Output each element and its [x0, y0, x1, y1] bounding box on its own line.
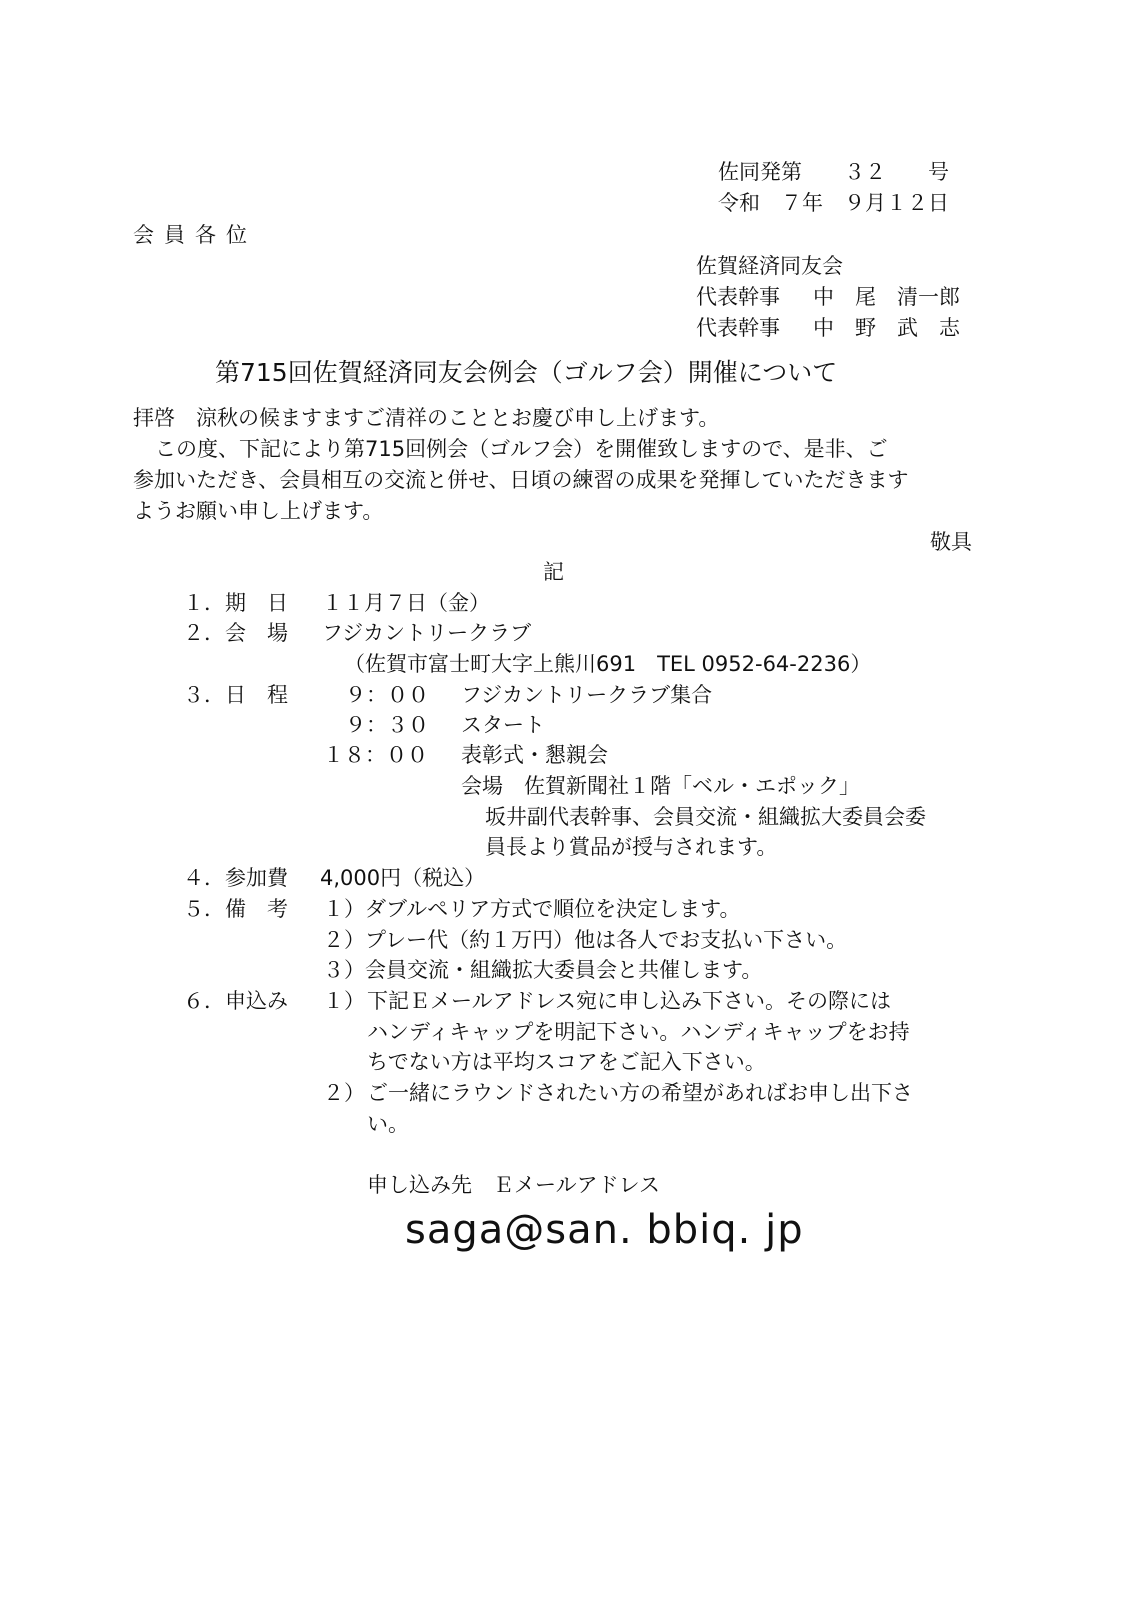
schedule-note-2: 員長より賞品が授与されます。 [485, 835, 778, 859]
apply-row-2-line-2: い。 [367, 1112, 409, 1136]
remark-row: １）ダブルペリア方式で順位を決定します。 [323, 897, 741, 921]
item-venue-value: フジカントリークラブ [322, 621, 532, 645]
body-line-1: この度、下記により第715回例会（ゴルフ会）を開催致しますので、是非、ご [155, 437, 888, 461]
schedule-hall: 会場 佐賀新聞社１階「ベル・エポック」 [461, 774, 860, 798]
apply-row-2-line-1: ご一緒にラウンドされたい方の希望があればお申し出下さ [367, 1081, 913, 1105]
item-venue-address: （佐賀市富士町大字上熊川691 TEL 0952-64-2236） [344, 652, 872, 676]
item-apply-label: ６．申込み [183, 989, 288, 1013]
apply-row-1-line-1: 下記Ｅメールアドレス宛に申し込み下さい。その際には [367, 989, 891, 1013]
apply-row-1-line-2: ハンディキャップを明記下さい。ハンディキャップをお持 [367, 1020, 910, 1044]
item-schedule-label: ３．日 程 [183, 683, 288, 707]
item-fee-value: 4,000円（税込） [320, 866, 486, 890]
schedule-desc: 表彰式・懇親会 [461, 743, 608, 767]
apply-row-1-line-3: ちでない方は平均スコアをご記入下さい。 [367, 1050, 766, 1074]
apply-row-2-number: ２） [323, 1081, 365, 1105]
sender-rep1-name: 中 尾 清一郎 [813, 285, 960, 309]
schedule-desc: スタート [461, 713, 545, 737]
document-number: 佐同発第 ３２ 号 [718, 160, 949, 184]
closing: 敬具 [930, 530, 972, 554]
document-date: 令和 ７年 ９月１２日 [718, 191, 949, 215]
remark-row: ２）プレー代（約１万円）他は各人でお支払い下さい。 [323, 928, 848, 952]
item-remarks-label: ５．備 考 [183, 897, 288, 921]
apply-row-1-number: １） [323, 989, 365, 1013]
item-date-value: １１月７日（金） [322, 591, 490, 615]
remark-row: ３）会員交流・組織拡大委員会と共催します。 [323, 958, 763, 982]
contact-label: 申し込み先 Ｅメールアドレス [367, 1173, 660, 1197]
schedule-time: ９：００ [345, 683, 429, 707]
addressee: 会員各位 [133, 223, 257, 247]
item-fee-label: ４．参加費 [183, 866, 288, 890]
item-date-label: １．期 日 [183, 591, 288, 615]
contact-email[interactable]: saga@san. bbiq. jp [405, 1207, 804, 1253]
sender-rep2-title: 代表幹事 [696, 316, 780, 340]
sender-org: 佐賀経済同友会 [696, 254, 843, 278]
body-line-3: ようお願い申し上げます。 [133, 499, 384, 523]
schedule-time: ９：３０ [345, 713, 429, 737]
schedule-desc: フジカントリークラブ集合 [461, 683, 713, 707]
sender-rep1-title: 代表幹事 [696, 285, 780, 309]
schedule-note-1: 坂井副代表幹事、会員交流・組織拡大委員会委 [485, 805, 926, 829]
greeting: 拝啓 涼秋の候ますますご清祥のこととお慶び申し上げます。 [133, 406, 720, 430]
schedule-time: １８：００ [323, 743, 428, 767]
body-line-2: 参加いただき、会員相互の交流と併せ、日頃の練習の成果を発揮していただきます [133, 468, 909, 492]
document-title: 第715回佐賀経済同友会例会（ゴルフ会）開催について [215, 358, 838, 387]
sender-rep2-name: 中 野 武 志 [813, 316, 960, 340]
item-venue-label: ２．会 場 [183, 621, 288, 645]
ki-heading: 記 [543, 560, 564, 584]
